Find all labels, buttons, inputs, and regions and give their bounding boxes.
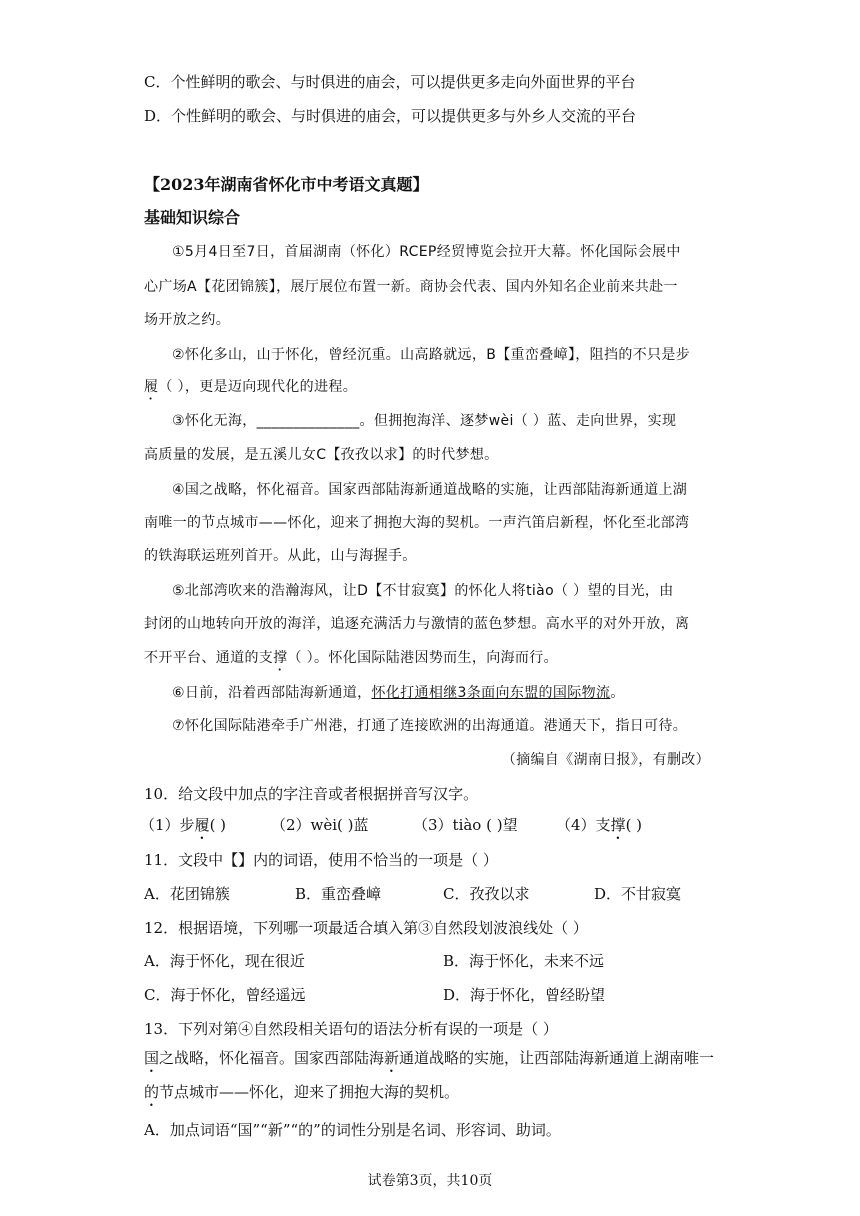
question-11-stem: 11．文段中【】内的词语，使用不恰当的一项是（ ） bbox=[144, 851, 498, 869]
passage-p2-line2 bbox=[144, 377, 357, 403]
passage-p3-line2: 高质量的发展，是五溪儿女C【孜孜以求】的时代梦想。 bbox=[144, 447, 499, 463]
passage-p2-line1: ②怀化多山，山于怀化，曾经沉重。山高路就远，B【重峦叠嶂】，阻挡的不只是步 bbox=[172, 347, 691, 363]
dotted-char-xin: 新 bbox=[384, 1049, 400, 1067]
question-10-blank-3: （3）tiào ( )望 bbox=[413, 816, 518, 834]
prev-option-c: C．个性鲜明的歌会、与时俱进的庙会，可以提供更多走向外面世界的平台 bbox=[144, 73, 636, 91]
question-13-option-a[interactable]: A．加点词语“国”“新”“的”的词性分别是名词、形容词、助词。 bbox=[144, 1121, 561, 1139]
passage-p5-line1: ⑤北部湾吹来的浩瀚海风，让D【不甘寂寞】的怀化人将tiào（ ）望的目光，由 bbox=[172, 583, 674, 599]
question-12-option-c[interactable]: C．海于怀化，曾经遥远 bbox=[144, 986, 306, 1004]
page-footer: 试卷第3页，共10页 bbox=[367, 1173, 493, 1189]
question-10-blank-2: （2）wèi( )蓝 bbox=[271, 816, 369, 834]
passage-p5-line3-end: （ ）。怀化国际陆港因势而生，向海而行。 bbox=[287, 650, 558, 666]
dotted-char-de: 的 bbox=[144, 1083, 160, 1101]
passage-p6 bbox=[172, 683, 625, 703]
dotted-char-lv-q10: 履 bbox=[194, 816, 210, 834]
passage-p4-line1: ④国之战略，怀化福音。国家西部陆海新通道战略的实施，让西部陆海新通道上湖 bbox=[172, 482, 688, 498]
passage-p2-line2-rest: （ ），更是迈向现代化的进程。 bbox=[158, 379, 358, 395]
passage-p1-line2: 心广场A【花团锦簇】，展厅展位布置一新。商协会代表、国内外知名企业前来共赴一 bbox=[144, 279, 678, 295]
question-13-quote-line1-mid: 之战略，怀化福音。国家西部陆海 bbox=[159, 1049, 385, 1067]
question-10-blank-1 bbox=[140, 815, 226, 843]
section-title: 【2023年湖南省怀化市中考语文真题】 bbox=[144, 175, 429, 194]
passage-p5-line2: 封闭的山地转向开放的海洋，追逐充满活力与激情的蓝色梦想。高水平的对外开放，离 bbox=[144, 616, 690, 632]
question-13-quote-line2-rest: 节点城市——怀化，迎来了拥抱大海的契机。 bbox=[159, 1083, 460, 1101]
dotted-char-lv: 履 bbox=[144, 379, 159, 395]
dotted-char-cheng-q10: 撑 bbox=[610, 816, 626, 834]
question-10-blank-4-label: （4）支 bbox=[556, 816, 611, 834]
passage-p3-line1: ③怀化无海，______________。但拥抱海洋、逐梦wèi（ ）蓝、走向世界，实现 bbox=[172, 413, 677, 429]
dotted-char-cheng: 撑 bbox=[273, 650, 288, 666]
question-11-option-d[interactable]: D．不甘寂寞 bbox=[594, 885, 682, 903]
question-12-option-d[interactable]: D．海于怀化，曾经盼望 bbox=[443, 986, 606, 1004]
passage-source: （摘编自《湖南日报》，有删改） bbox=[501, 752, 710, 768]
passage-p6-end: 。 bbox=[610, 685, 625, 701]
passage-p6-start: ⑥日前，沿着西部陆海新通道， bbox=[172, 685, 372, 701]
dotted-char-guo: 国 bbox=[144, 1049, 160, 1067]
passage-p4-line2: 南唯一的节点城市——怀化，迎来了拥抱大海的契机。一声汽笛启新程，怀化至北部湾 bbox=[144, 515, 690, 531]
question-10-blank-4-paren: ( ) bbox=[625, 816, 643, 834]
question-12-option-a[interactable]: A．海于怀化，现在很近 bbox=[144, 952, 305, 970]
question-11-option-a[interactable]: A．花团锦簇 bbox=[144, 885, 230, 903]
question-13-quote-line1-end: 通道战略的实施，让西部陆海新通道上湖南唯一 bbox=[399, 1049, 715, 1067]
passage-p1-line3: 场开放之约。 bbox=[144, 312, 231, 328]
question-13-quote-line1 bbox=[144, 1048, 714, 1076]
question-11-option-b[interactable]: B．重峦叠嶂 bbox=[295, 885, 382, 903]
question-12-option-b[interactable]: B．海于怀化，未来不远 bbox=[443, 952, 605, 970]
prev-option-d: D．个性鲜明的歌会、与时俱进的庙会，可以提供更多与外乡人交流的平台 bbox=[144, 107, 637, 125]
question-11-option-c[interactable]: C．孜孜以求 bbox=[443, 885, 530, 903]
question-13-quote-line2 bbox=[144, 1082, 459, 1110]
question-10-blank-4 bbox=[556, 815, 642, 843]
passage-p5-line3-start: 不开平台、通道的支 bbox=[144, 650, 274, 666]
question-10-stem: 10．给文段中加点的字注音或者根据拼音写汉字。 bbox=[144, 785, 479, 803]
passage-p4-line3: 的铁海联运班列首开。从此，山与海握手。 bbox=[144, 548, 417, 564]
underlined-sentence: 怀化打通相继3条面向东盟的国际物流 bbox=[371, 685, 611, 701]
question-12-stem: 12．根据语境，下列哪一项最适合填入第③自然段划波浪线处（ ） bbox=[144, 919, 588, 937]
question-13-stem: 13．下列对第④自然段相关语句的语法分析有误的一项是（ ） bbox=[144, 1020, 558, 1038]
question-10-blank-1-paren: ( ) bbox=[209, 816, 227, 834]
question-10-blank-1-label: （1）步 bbox=[140, 816, 195, 834]
passage-p1-line1: ①5月4日至7日，首届湖南（怀化）RCEP经贸博览会拉开大幕。怀化国际会展中 bbox=[172, 244, 681, 260]
passage-p5-line3 bbox=[144, 648, 558, 674]
passage-p7: ⑦怀化国际陆港牵手广州港，打通了连接欧洲的出海通道。港通天下，指日可待。 bbox=[172, 718, 688, 734]
section-subtitle: 基础知识综合 bbox=[144, 208, 241, 227]
